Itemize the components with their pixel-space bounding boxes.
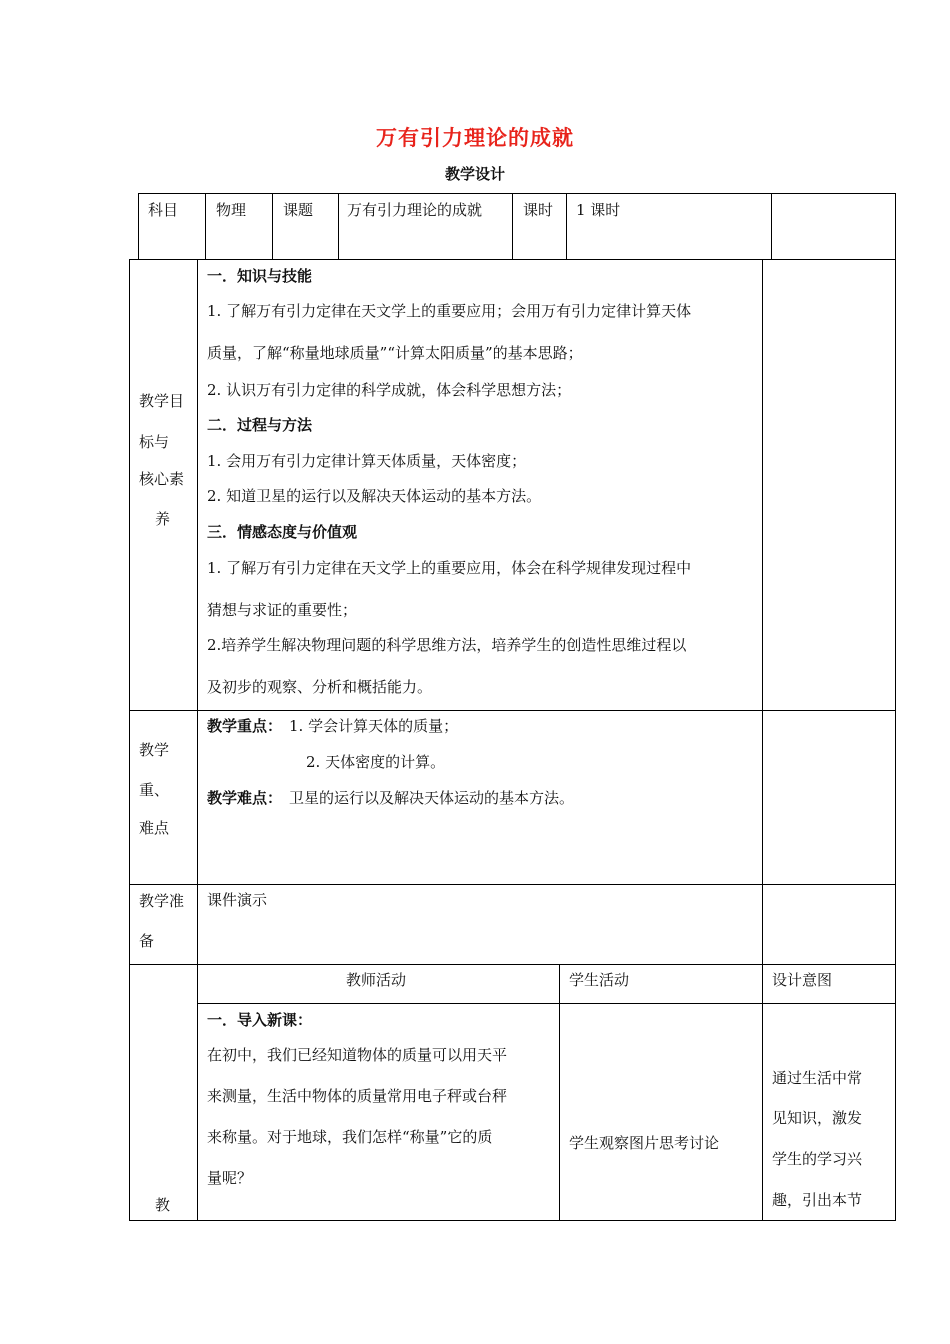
key-label: 教学重点： <box>207 717 283 735</box>
heading-attitude-values: 三．情感态度与价值观 <box>207 523 358 541</box>
attitude-item-1: 1. 了解万有引力定律在天文学上的重要应用，体会在科学规律发现过程中 <box>207 559 692 577</box>
process-item-1: 1. 会用万有引力定律计算天体质量，天体密度； <box>207 452 527 470</box>
student-activity: 学生观察图片思考讨论 <box>569 1134 720 1152</box>
heading-process-method: 二．过程与方法 <box>207 416 313 434</box>
process-item-2: 2. 知道卫星的运行以及解决天体运动的基本方法。 <box>207 487 542 505</box>
attitude-item-2: 2.培养学生解决物理问题的科学思维方法，培养学生的创造性思维过程以 <box>207 636 687 654</box>
preparation-value: 课件演示 <box>207 891 268 909</box>
topic-value: 万有引力理论的成就 <box>347 201 483 219</box>
col-header-teacher: 教师活动 <box>346 971 407 989</box>
attitude-item-2-cont: 及初步的观察、分析和概括能力。 <box>207 678 433 696</box>
period-value: 1 课时 <box>576 201 621 219</box>
key-item-1: 1. 学会计算天体的质量； <box>289 717 459 735</box>
col-header-intent: 设计意图 <box>772 971 833 989</box>
heading-knowledge-skills: 一．知识与技能 <box>207 267 313 285</box>
document-title: 万有引力理论的成就 <box>376 125 574 150</box>
difficulty-label: 教学难点： <box>207 789 283 807</box>
knowledge-item-1-cont: 质量，了解“称量地球质量”“计算太阳质量”的基本思路； <box>207 344 583 362</box>
topic-label: 课题 <box>283 201 314 219</box>
knowledge-item-2: 2. 认识万有引力定律的科学成就，体会科学思想方法； <box>207 381 572 399</box>
subject-label: 科目 <box>148 201 179 219</box>
attitude-item-1-cont: 猜想与求证的重要性； <box>207 601 358 619</box>
difficulty-text: 卫星的运行以及解决天体运动的基本方法。 <box>289 789 575 807</box>
intro-heading: 一．导入新课： <box>207 1011 313 1029</box>
knowledge-item-1: 1. 了解万有引力定律在天文学上的重要应用；会用万有引力定律计算天体 <box>207 302 692 320</box>
document-subtitle: 教学设计 <box>444 165 505 183</box>
process-side-label: 教 <box>155 1196 171 1214</box>
key-item-2: 2. 天体密度的计算。 <box>306 753 446 771</box>
subject-value: 物理 <box>216 201 247 219</box>
col-header-student: 学生活动 <box>569 971 630 989</box>
period-label: 课时 <box>523 201 554 219</box>
